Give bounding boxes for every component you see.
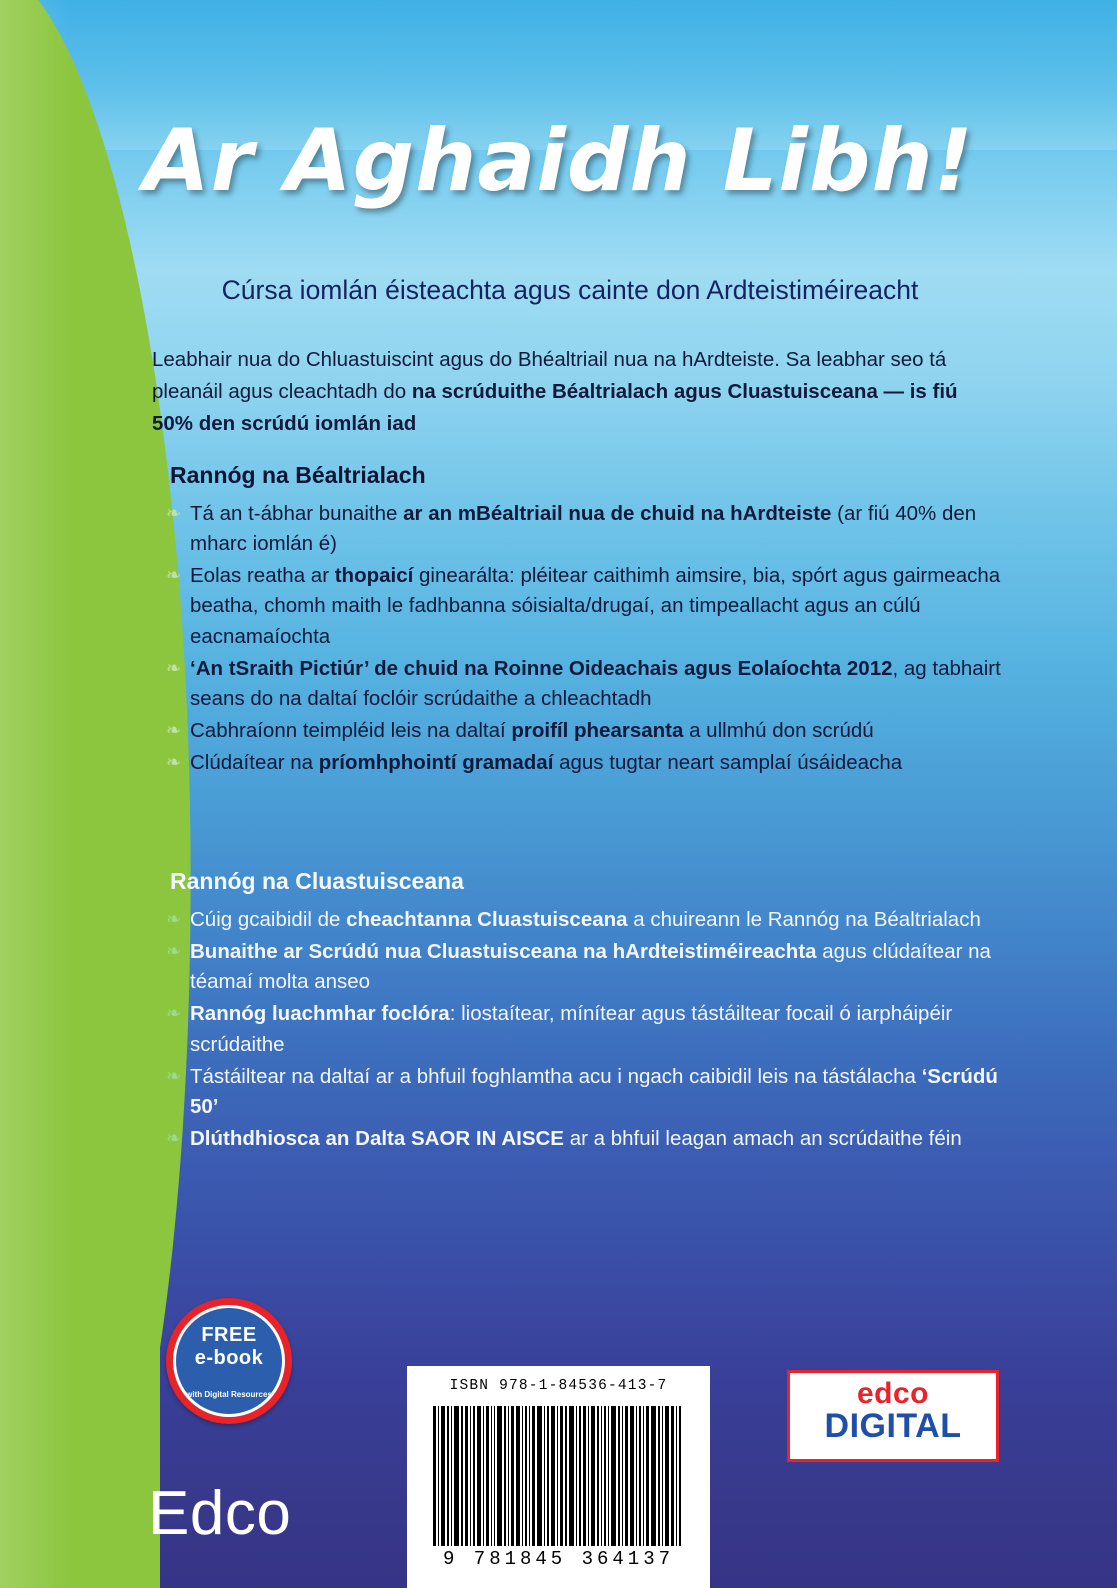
edco-digital-top: edco — [856, 1377, 930, 1410]
badge-line2: e-book — [194, 1347, 264, 1369]
barcode-bars — [433, 1406, 683, 1546]
list-item — [152, 716, 1002, 746]
list-item — [152, 905, 1002, 935]
flower-bullet-icon: ❧ — [166, 1065, 182, 1086]
bullet-list-cluastuisceana — [152, 905, 1002, 1154]
intro-text-plain: Leabhair nua do Chluastuiscint agus do Bhéaltriail nua na hArdteiste. Sa leabhar seo tá pleanáil agus cleachtadh do — [152, 348, 947, 403]
bullet-pre: Cabhraíonn teimpléid leis na daltaí — [190, 718, 512, 742]
badge-line1: FREE — [201, 1324, 257, 1346]
bullet-post: (ar fiú 40% den mharc iomlán é) — [190, 502, 977, 556]
bullet-bold: ar an mBéaltriail nua de chuid na hArdteiste — [403, 502, 832, 525]
list-item — [152, 561, 1002, 651]
edco-digital-bottom: DIGITAL — [824, 1407, 962, 1445]
flower-bullet-icon: ❧ — [166, 1003, 182, 1024]
flower-bullet-icon: ❧ — [166, 565, 182, 586]
intro-text-bold: na scrúduithe Béaltrialach agus Cluastuisceana — is fiú 50% den scrúdú iomlán iad — [152, 379, 958, 435]
flower-bullet-icon: ❧ — [166, 752, 182, 772]
section-heading: Rannóg na Cluastuisceana — [170, 868, 464, 894]
bullet-bold: Bunaithe ar Scrúdú nua Cluastuisceana na hArdteistiméireachta — [190, 940, 817, 964]
edco-digital-logo — [787, 1370, 999, 1462]
list-item — [152, 1124, 1002, 1154]
list-item — [152, 999, 1002, 1059]
bullet-post: , ag tabhairt seans do na daltaí foclóir scrúdaithe a chleachtadh — [190, 656, 1001, 710]
bullet-pre: Eolas reatha ar — [190, 564, 335, 588]
bullet-list-bealtrialach — [152, 499, 1002, 778]
list-item — [152, 1062, 1002, 1122]
list-item — [152, 654, 1002, 714]
isbn-label: ISBN 978-1-84536-413-7 — [449, 1378, 668, 1394]
publisher-logo: Edco — [148, 1479, 292, 1548]
bullet-bold: ‘Scrúdú 50’ — [190, 1064, 998, 1118]
badge-subtext: with Digital Resources — [186, 1390, 272, 1399]
flower-bullet-icon: ❧ — [166, 503, 182, 523]
bullet-bold: thopaicí — [334, 564, 414, 588]
bullet-bold: proifíl phearsanta — [511, 718, 684, 742]
flower-bullet-icon: ❧ — [166, 1127, 182, 1148]
page-title: Ar Aghaidh Libh! — [143, 111, 974, 211]
badge-text — [166, 1324, 292, 1370]
section-cluastuisceana — [152, 868, 1002, 1156]
section-bealtrialach — [152, 462, 1002, 780]
bullet-bold: Dlúthdhiosca an Dalta SAOR IN AISCE — [190, 1126, 564, 1150]
bullet-pre: Clúdaítear na — [190, 751, 319, 774]
bullet-post: agus tugtar neart samplaí úsáideacha — [553, 751, 903, 774]
flower-bullet-icon: ❧ — [166, 657, 182, 678]
ean-digits: 9 781845 364137 — [442, 1548, 675, 1570]
flower-bullet-icon: ❧ — [166, 909, 182, 929]
barcode-block — [407, 1366, 710, 1588]
list-item — [152, 748, 1002, 778]
flower-bullet-icon: ❧ — [166, 719, 182, 740]
bullet-post: ginearálta: pléitear caithimh aimsire, bia, spórt agus gairmeacha beatha, chomh maith le fadhbanna sóisialta/drugaí, an timpeallacht agus an cúlú eacnamaíochta — [190, 564, 1001, 648]
free-ebook-badge — [166, 1298, 292, 1424]
bullet-bold: cheachtanna Cluastuisceana — [346, 908, 628, 931]
bullet-pre: Tástáiltear na daltaí ar a bhfuil foghlamtha acu i ngach caibidil leis na tástálacha — [190, 1064, 922, 1088]
list-item — [152, 499, 1002, 559]
bullet-post: : liostaítear, mínítear agus tástáiltear focail ó iarpháipéir scrúdaithe — [190, 1002, 953, 1056]
bullet-post: a chuireann le Rannóg na Béaltrialach — [627, 908, 981, 931]
bullet-post: ar a bhfuil leagan amach an scrúdaithe féin — [564, 1126, 962, 1150]
section-heading: Rannóg na Béaltrialach — [170, 462, 426, 488]
intro-paragraph — [152, 344, 992, 439]
bullet-pre: Cúig gcaibidil de — [190, 908, 347, 931]
page-subtitle: Cúrsa iomlán éisteachta agus cainte don Ardteistiméireacht — [221, 275, 919, 305]
flower-bullet-icon: ❧ — [166, 941, 182, 962]
bullet-post: a ullmhú don scrúdú — [683, 718, 874, 742]
bullet-post: agus clúdaítear na téamaí molta anseo — [190, 940, 991, 994]
bullet-pre: Tá an t-ábhar bunaithe — [190, 502, 404, 525]
bullet-bold: Rannóg luachmhar foclóra — [190, 1002, 450, 1026]
list-item — [152, 937, 1002, 997]
bullet-bold: ‘An tSraith Pictiúr’ de chuid na Roinne Oideachais agus Eolaíochta 2012 — [190, 656, 893, 680]
bullet-bold: príomhphointí gramadaí — [318, 751, 554, 774]
